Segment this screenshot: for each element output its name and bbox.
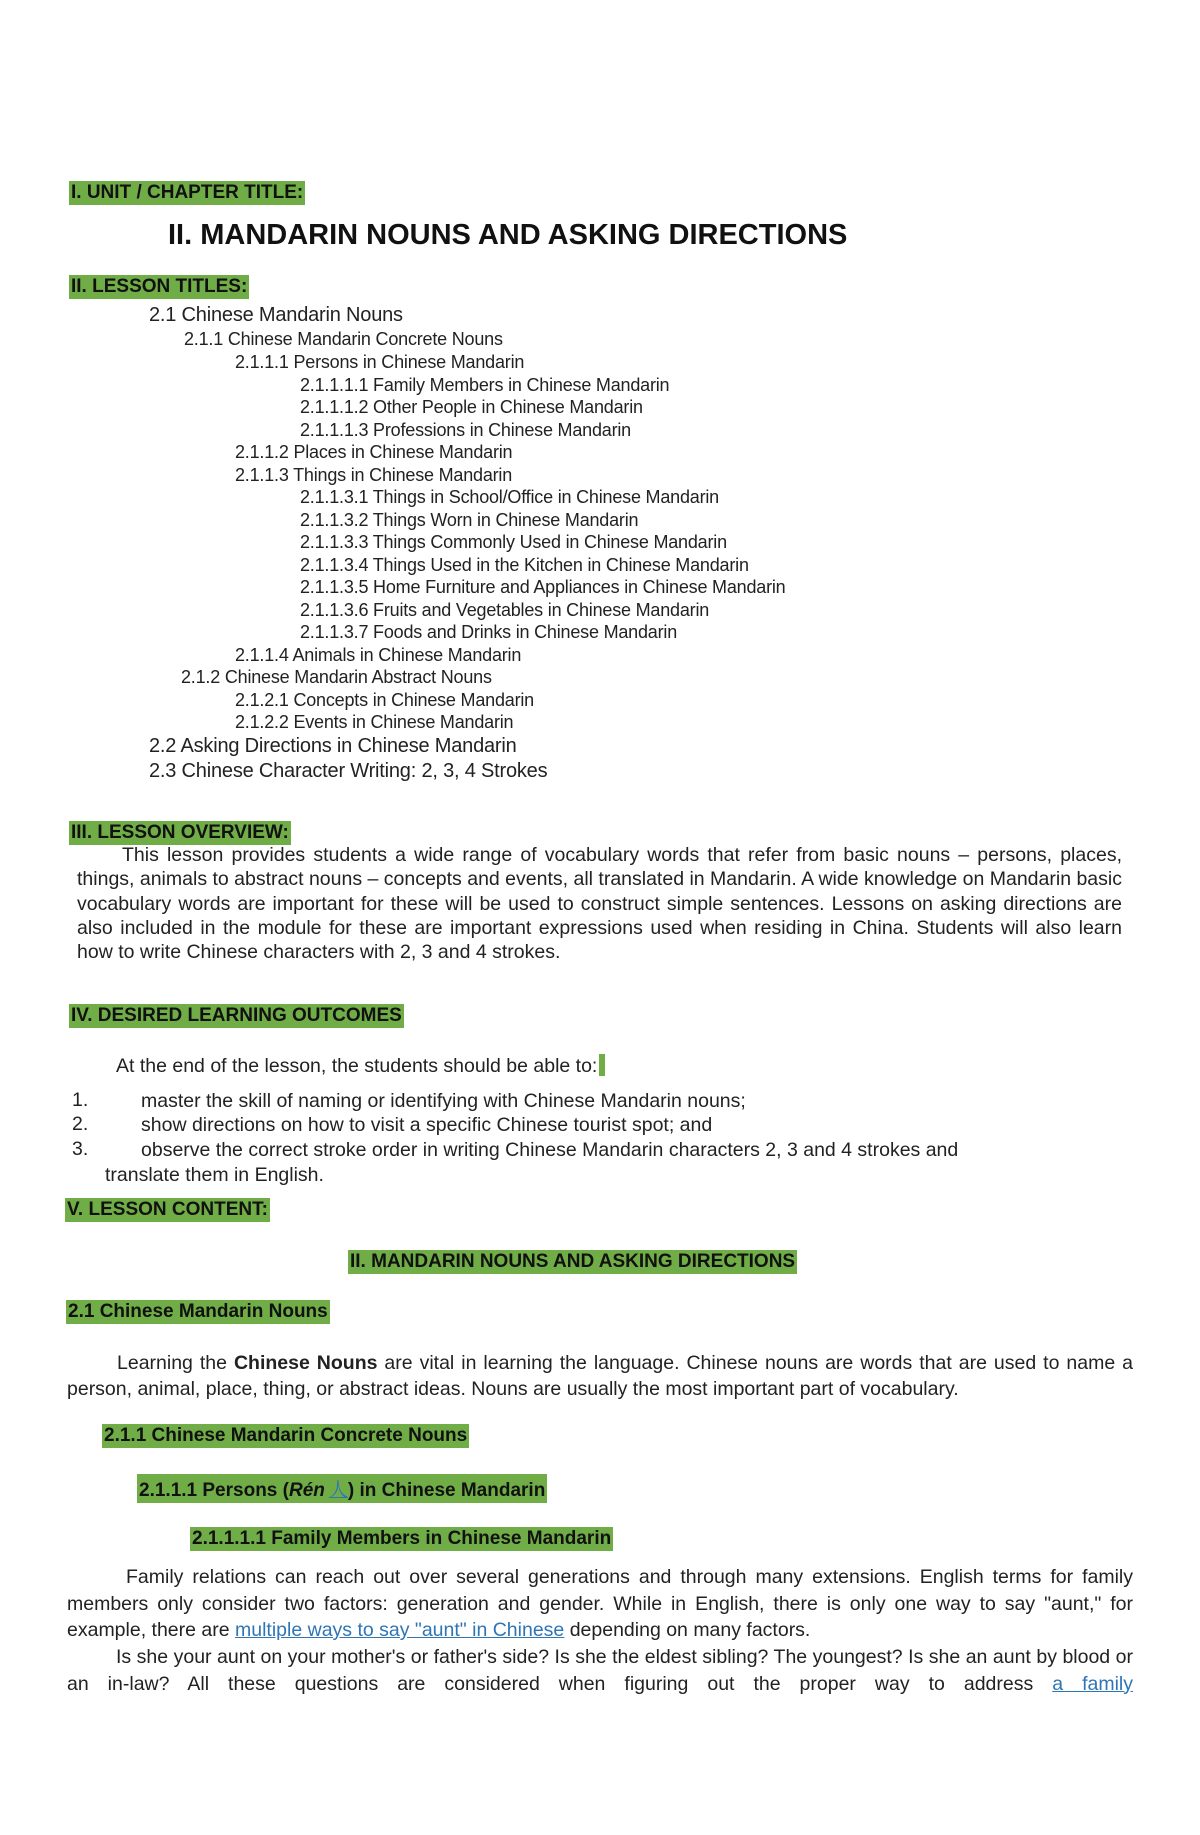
content-label: V. LESSON CONTENT: — [67, 1199, 268, 1220]
toc-item: 2.1.1.3.7 Foods and Drinks in Chinese Mandarin — [300, 622, 678, 642]
toc-item: 2.1.1 Chinese Mandarin Concrete Nouns — [184, 329, 503, 349]
toc-item: 2.1.1.3.6 Fruits and Vegetables in Chinese Mandarin — [300, 600, 710, 620]
toc-item: 2.1.1.3.3 Things Commonly Used in Chinese Mandarin — [300, 532, 727, 552]
list-number: 3. — [72, 1138, 89, 1160]
list-number: 1. — [72, 1089, 89, 1111]
outcomes-label: IV. DESIRED LEARNING OUTCOMES — [71, 1005, 402, 1026]
outcomes-intro-text: At the end of the lesson, the students should be able to: — [116, 1055, 598, 1077]
toc-item: 2.1.1.2 Places in Chinese Mandarin — [235, 442, 513, 462]
toc-item: 2.1.1.3 Things in Chinese Mandarin — [235, 465, 513, 485]
family-paragraph-2 — [67, 1644, 1133, 1697]
family-link[interactable]: a family — [1052, 1672, 1133, 1695]
nouns-paragraph — [67, 1350, 1133, 1402]
outcomes-intro — [116, 1054, 605, 1078]
nouns-text-bold: Chinese Nouns — [233, 1352, 378, 1374]
persons-post: ) in Chinese Mandarin — [347, 1480, 546, 1501]
chapter-title: II. MANDARIN NOUNS AND ASKING DIRECTIONS — [168, 219, 848, 251]
overview-label: III. LESSON OVERVIEW: — [71, 822, 289, 843]
toc-item: 2.1.1.3.4 Things Used in the Kitchen in Chinese Mandarin — [300, 555, 749, 575]
text-cursor — [599, 1054, 605, 1076]
toc-item: 2.3 Chinese Character Writing: 2, 3, 4 Strokes — [149, 760, 548, 782]
list-item: show directions on how to visit a specific Chinese tourist spot; and — [141, 1114, 713, 1136]
toc-item: 2.1.1.3.2 Things Worn in Chinese Mandarin — [300, 510, 639, 530]
toc-item: 2.1.1.3.1 Things in School/Office in Chinese Mandarin — [300, 487, 719, 507]
content-title: II. MANDARIN NOUNS AND ASKING DIRECTIONS — [350, 1251, 796, 1272]
aunt-link[interactable]: multiple ways to say "aunt" in Chinese — [235, 1619, 565, 1641]
list-item: master the skill of naming or identifying with Chinese Mandarin nouns; — [141, 1090, 746, 1112]
nouns-text-pre: Learning the — [117, 1352, 234, 1374]
toc-item: 2.1.2 Chinese Mandarin Abstract Nouns — [181, 667, 492, 687]
toc-item: 2.1.1.1.3 Professions in Chinese Mandarin — [300, 420, 631, 440]
toc-item: 2.2 Asking Directions in Chinese Mandarin — [149, 735, 517, 757]
toc-item: 2.1.1.1 Persons in Chinese Mandarin — [235, 352, 525, 372]
heading-persons — [137, 1474, 547, 1503]
list-item: observe the correct stroke order in writing Chinese Mandarin characters 2, 3 and 4 strokes and — [141, 1139, 959, 1161]
toc-item: 2.1.1.3.5 Home Furniture and Appliances in Chinese Mandarin — [300, 577, 786, 597]
heading-nouns: 2.1 Chinese Mandarin Nouns — [68, 1301, 328, 1322]
toc-item: 2.1.1.4 Animals in Chinese Mandarin — [235, 645, 522, 665]
toc-item: 2.1 Chinese Mandarin Nouns — [149, 304, 403, 326]
lesson-titles-label: II. LESSON TITLES: — [71, 276, 248, 297]
persons-pinyin: Rén — [288, 1480, 325, 1501]
unit-label: I. UNIT / CHAPTER TITLE: — [71, 182, 304, 203]
toc-item: 2.1.1.1.2 Other People in Chinese Mandarin — [300, 397, 643, 417]
toc-item: 2.1.2.1 Concepts in Chinese Mandarin — [235, 690, 534, 710]
family-paragraph-1 — [67, 1564, 1133, 1644]
toc-item: 2.1.2.2 Events in Chinese Mandarin — [235, 712, 514, 732]
family-text: Family relations can reach out over several generations and through many extensions. English terms for family members only consider two factors: generation and gender. While in English, there is only one way to say "aunt," for example, there are — [67, 1566, 1133, 1641]
heading-concrete: 2.1.1 Chinese Mandarin Concrete Nouns — [104, 1425, 468, 1446]
list-number: 2. — [72, 1113, 89, 1135]
family2-text: Is she your aunt on your mother's or father's side? Is she the eldest sibling? The youngest? Is she an aunt by blood or an in-law? All these questions are considered when figuring out the proper way to address — [67, 1646, 1133, 1695]
heading-family: 2.1.1.1.1 Family Members in Chinese Mandarin — [192, 1528, 612, 1549]
list-item-continuation: translate them in English. — [105, 1164, 324, 1186]
overview-text: This lesson provides students a wide range of vocabulary words that refer from basic nouns – persons, places, things, animals to abstract nouns – concepts and events, all translated in Mandarin. A wide knowledge on Mandarin basic vocabulary words are important for these will be used to construct simple sentences. Lessons on asking directions are also included in the module for these are important expressions used when residing in China. Students will also learn how to write Chinese characters with 2, 3 and 4 strokes. — [77, 844, 1122, 964]
toc-item: 2.1.1.1.1 Family Members in Chinese Mandarin — [300, 375, 670, 395]
persons-pre: 2.1.1.1 Persons ( — [139, 1480, 289, 1501]
persons-hanzi-link[interactable]: 人 — [328, 1480, 348, 1501]
nouns-text-post: are vital in learning the language. Chinese nouns are words that are used to name a person, animal, place, thing, or abstract ideas. Nouns are usually the most important part of vocabulary. — [67, 1352, 1133, 1400]
family-text-post: depending on many factors. — [564, 1619, 811, 1641]
